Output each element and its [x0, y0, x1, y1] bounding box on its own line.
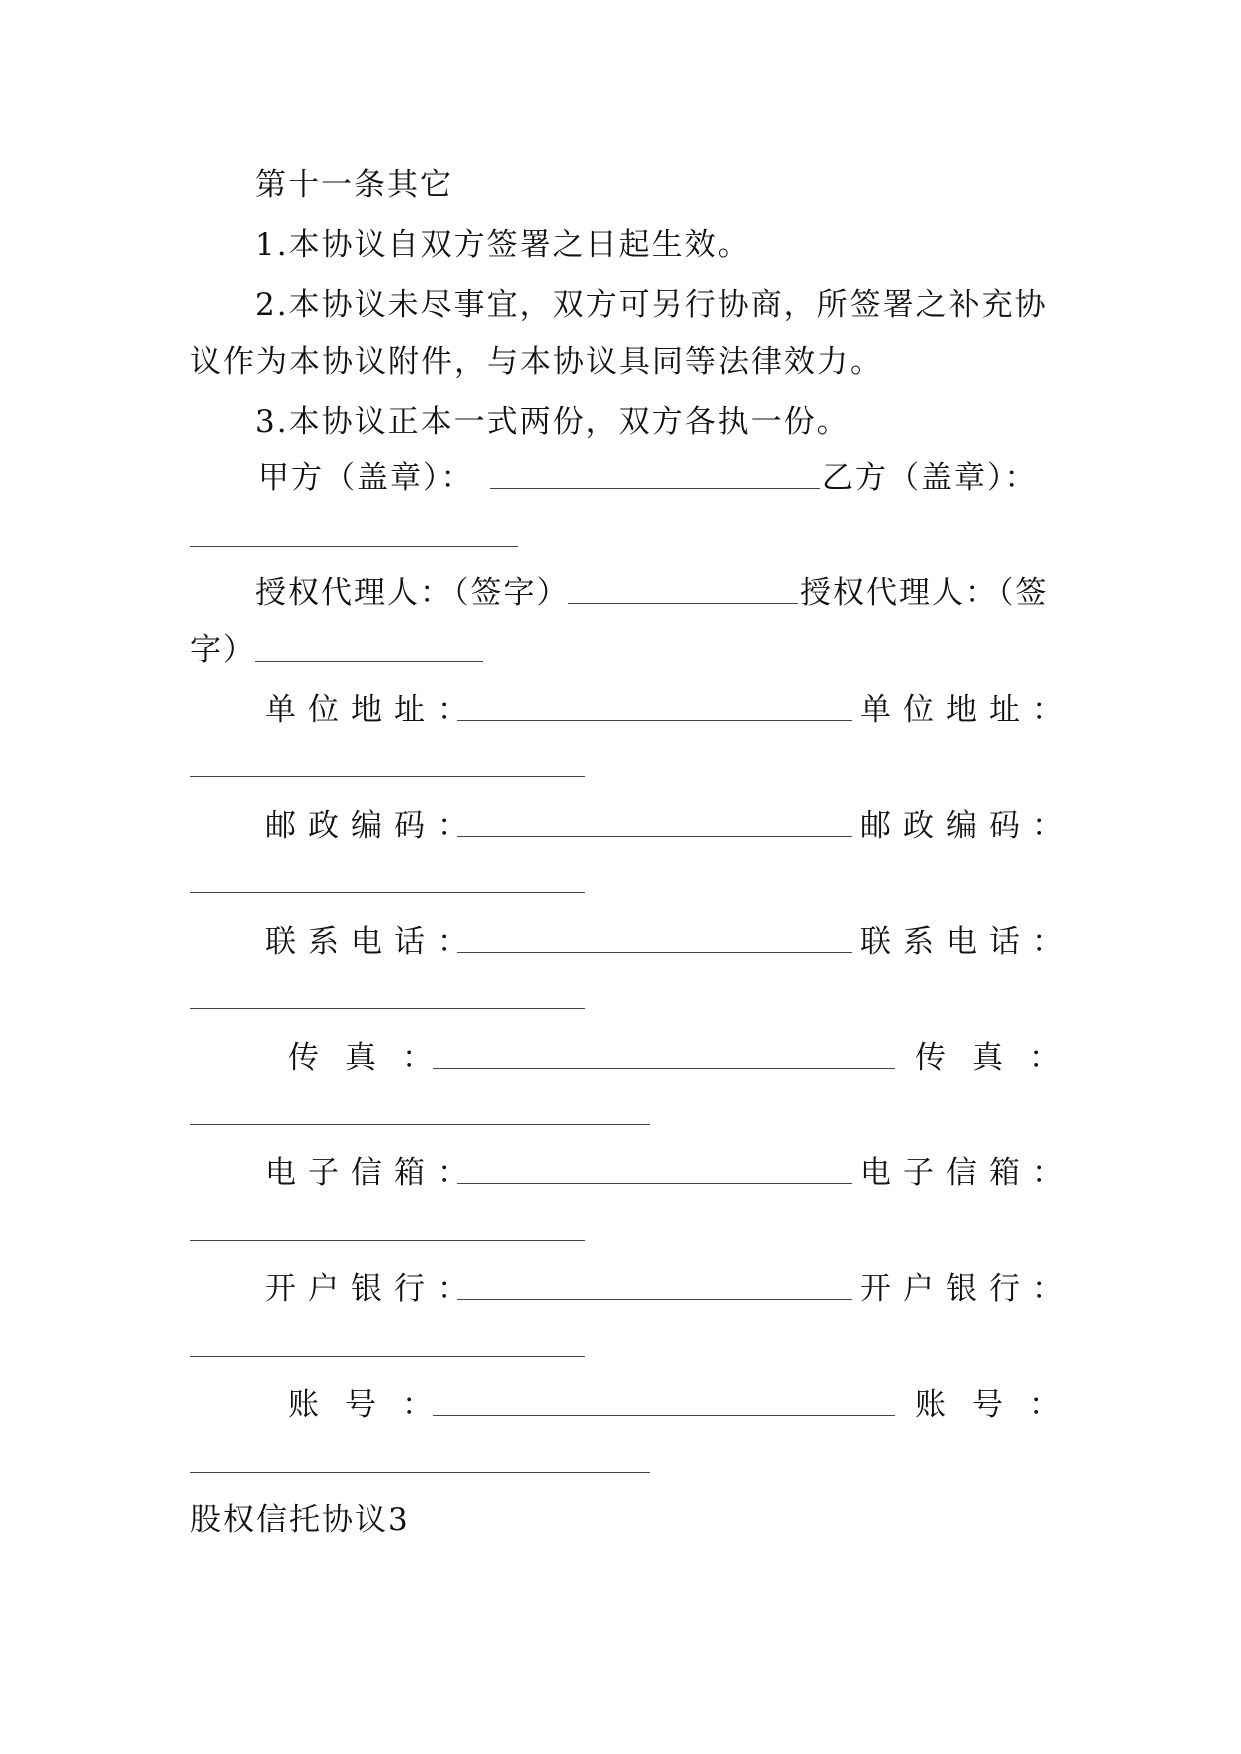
clause-3: 3.本协议正本一式两份，双方各执一份。: [255, 404, 850, 440]
party-a-label: 甲方（盖章）：: [258, 460, 474, 496]
agent-b-blank: [255, 661, 483, 662]
party-b-blank: [190, 546, 518, 547]
party-b-label: 乙方（盖章）：: [822, 460, 1038, 496]
account-a-label: 账号：: [288, 1387, 459, 1423]
article-heading: 第十一条其它: [255, 167, 453, 203]
email-b-label: 电子信箱：: [860, 1155, 1075, 1191]
phone-a-label: 联系电话：: [265, 924, 480, 960]
fax-a-label: 传真：: [288, 1040, 459, 1076]
fax-b-label: 传真：: [915, 1040, 1086, 1076]
party-a-blank: [490, 488, 820, 489]
fax-b-blank: [190, 1124, 650, 1125]
phone-b-blank: [190, 1008, 585, 1009]
postcode-a-label: 邮政编码：: [265, 808, 480, 844]
agent-a-blank: [568, 603, 798, 604]
fax-a-blank: [433, 1068, 895, 1069]
bank-a-blank: [457, 1299, 852, 1300]
email-b-blank: [190, 1240, 585, 1241]
address-a-blank: [457, 720, 852, 721]
phone-b-label: 联系电话：: [860, 924, 1075, 960]
phone-a-blank: [457, 952, 852, 953]
address-b-label: 单位地址：: [860, 692, 1075, 728]
bank-a-label: 开户银行：: [265, 1271, 480, 1307]
address-a-label: 单位地址：: [265, 692, 480, 728]
clause-1: 1.本协议自双方签署之日起生效。: [255, 227, 751, 263]
bank-b-label: 开户银行：: [860, 1271, 1075, 1307]
agent-a-label: 授权代理人：（签字）: [255, 575, 570, 611]
email-a-blank: [457, 1183, 852, 1184]
clause-2-line-2: 议作为本协议附件，与本协议具同等法律效力。: [190, 344, 883, 380]
postcode-b-label: 邮政编码：: [860, 808, 1075, 844]
agent-b-label-line-1: 授权代理人：（签: [800, 575, 1049, 611]
account-a-blank: [433, 1415, 895, 1416]
account-b-label: 账号：: [915, 1387, 1086, 1423]
postcode-a-blank: [457, 836, 852, 837]
postcode-b-blank: [190, 892, 585, 893]
bank-b-blank: [190, 1356, 585, 1357]
address-b-blank: [190, 776, 585, 777]
next-agreement-title: 股权信托协议3: [190, 1502, 410, 1538]
clause-2-line-1: 2.本协议未尽事宜，双方可另行协商，所签署之补充协: [255, 287, 1048, 323]
agent-b-label-line-2: 字）: [190, 632, 256, 668]
email-a-label: 电子信箱：: [265, 1155, 480, 1191]
account-b-blank: [190, 1472, 650, 1473]
